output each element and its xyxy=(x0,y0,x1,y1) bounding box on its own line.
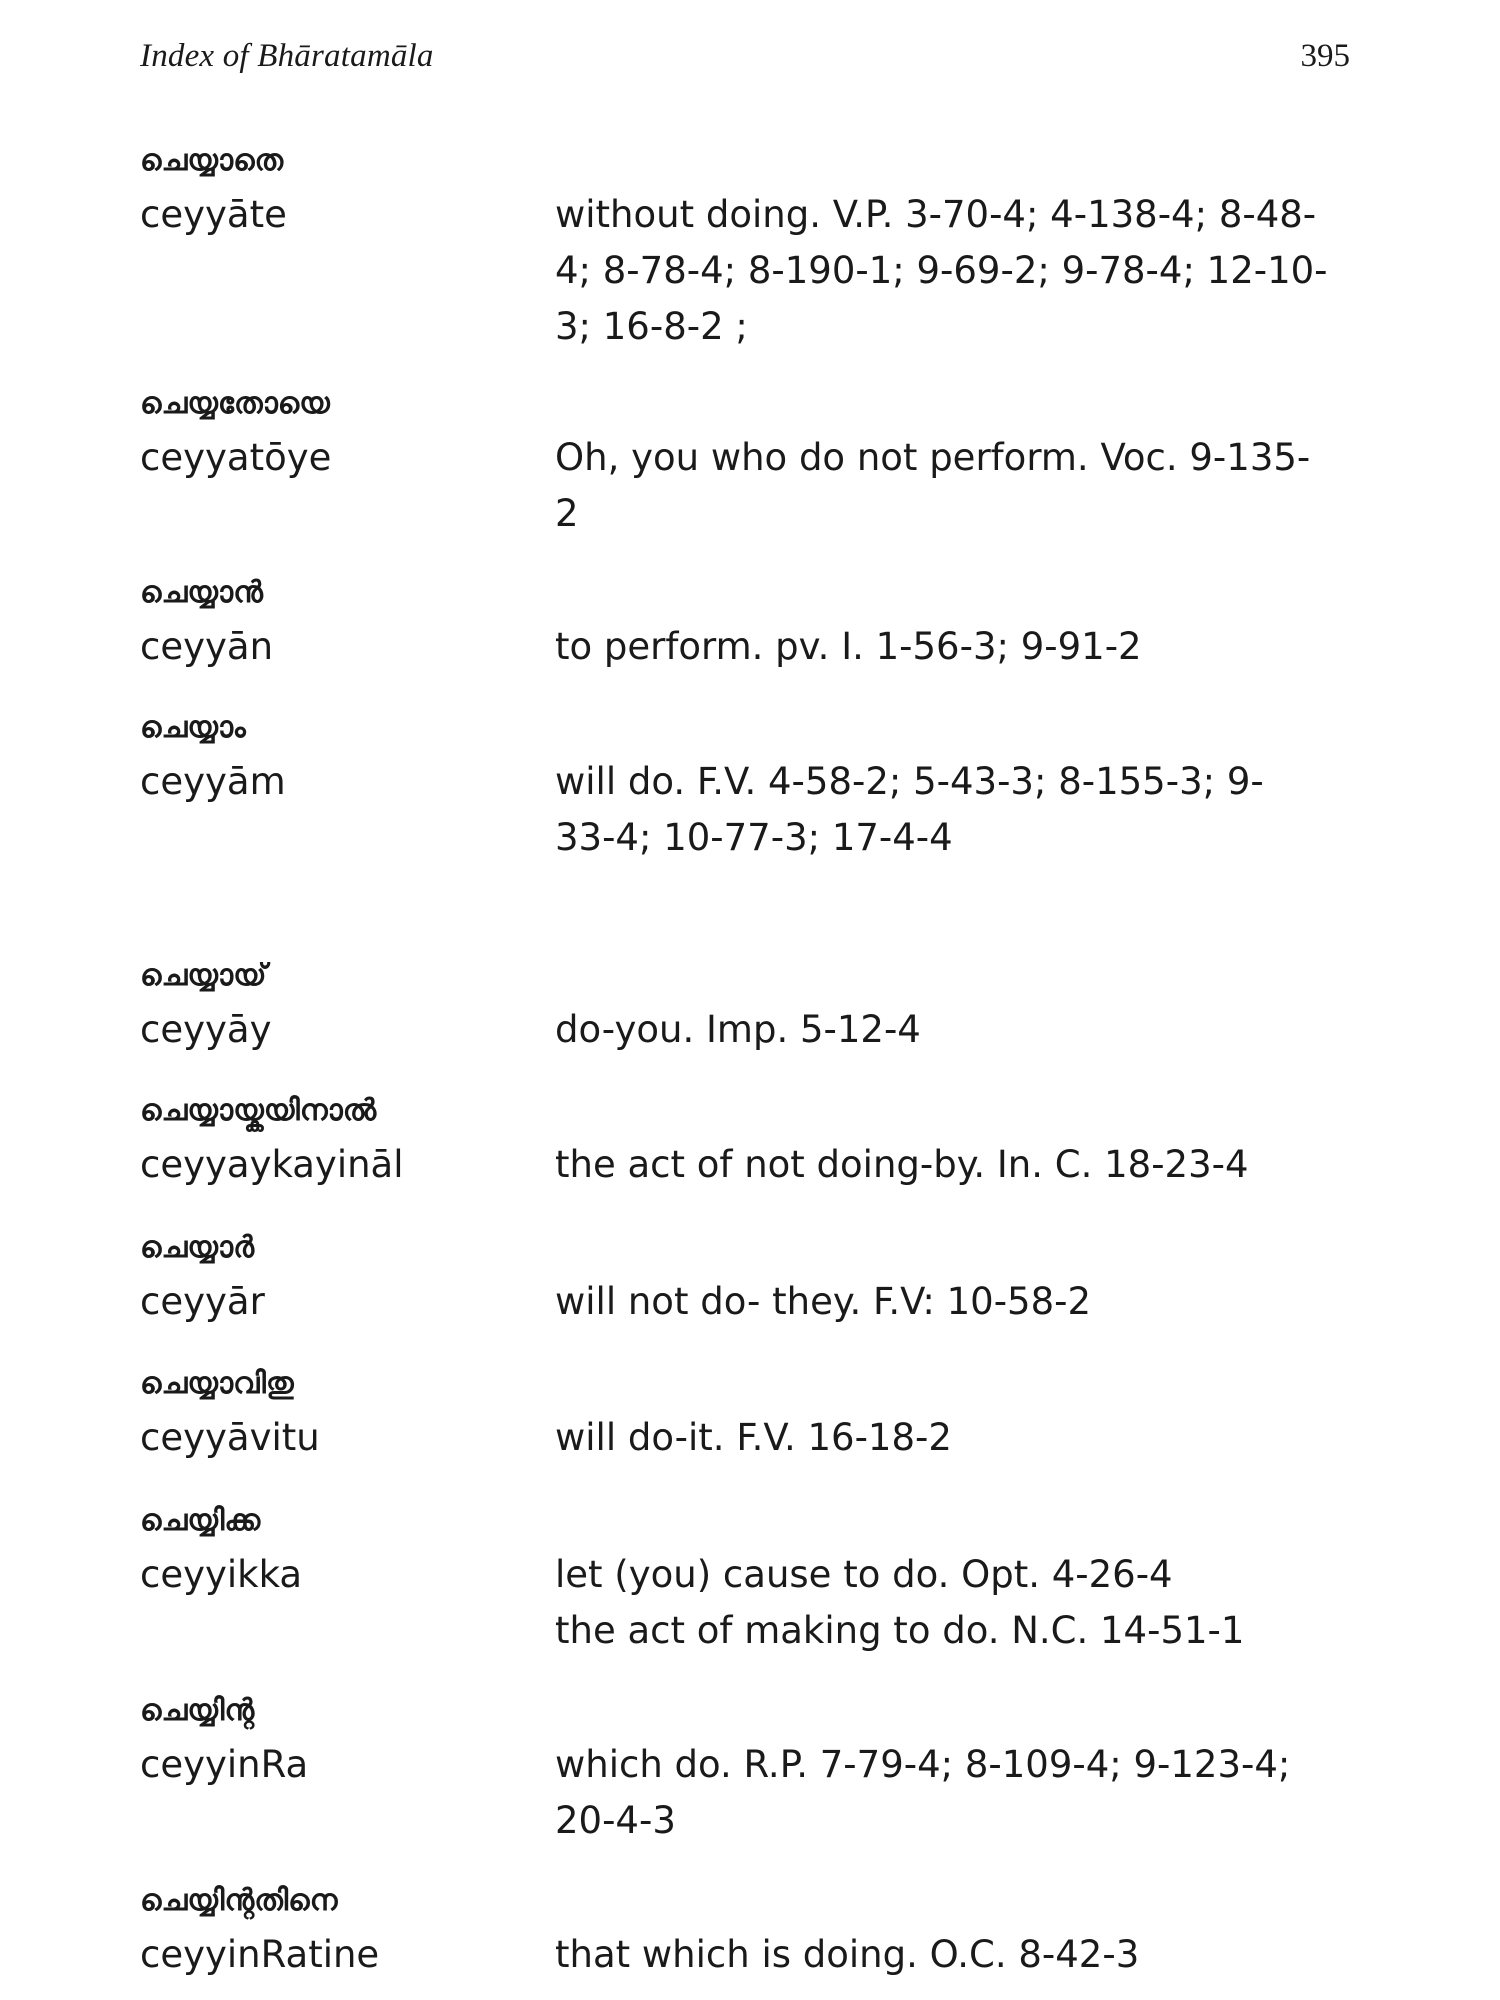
index-entry xyxy=(140,1222,1370,1330)
transliteration: ceyyān xyxy=(140,625,274,668)
malayalam-headword: ചെയ്യിക്ക xyxy=(140,1503,261,1538)
transliteration: ceyyinRatine xyxy=(140,1933,380,1976)
definition-line: the act of making to do. N.C. 14-51-1 xyxy=(555,1609,1245,1652)
index-entry xyxy=(140,1685,1370,1849)
transliteration: ceyyāte xyxy=(140,193,287,236)
definition-line: will not do- they. F.V: 10-58-2 xyxy=(555,1280,1092,1323)
index-entry xyxy=(140,1495,1370,1659)
index-entry xyxy=(140,1358,1370,1466)
definition-line: will do-it. F.V. 16-18-2 xyxy=(555,1416,952,1459)
index-entry xyxy=(140,378,1370,542)
index-entry xyxy=(140,135,1370,355)
definition-line: Oh, you who do not perform. Voc. 9-135- xyxy=(555,436,1311,479)
definition xyxy=(555,1002,1370,1058)
definition xyxy=(555,1137,1370,1193)
index-entry xyxy=(140,1875,1370,1983)
transliteration: ceyyatōye xyxy=(140,436,332,479)
index-entry xyxy=(140,702,1370,866)
definition xyxy=(555,1737,1370,1849)
definition-line: without doing. V.P. 3-70-4; 4-138-4; 8-48- xyxy=(555,193,1317,236)
definition xyxy=(555,1547,1370,1659)
page-number: 395 xyxy=(1300,38,1350,74)
definition-line: 33-4; 10-77-3; 17-4-4 xyxy=(555,816,953,859)
malayalam-headword: ചെയ്യാവിതു xyxy=(140,1366,294,1401)
definition-line: let (you) cause to do. Opt. 4-26-4 xyxy=(555,1553,1173,1596)
malayalam-headword: ചെയ്യാം xyxy=(140,710,246,745)
definition-line: 20-4-3 xyxy=(555,1799,676,1842)
definition-line: 2 xyxy=(555,492,579,535)
definition-line: do-you. Imp. 5-12-4 xyxy=(555,1008,921,1051)
definition-line: to perform. pv. I. 1-56-3; 9-91-2 xyxy=(555,625,1142,668)
definition xyxy=(555,430,1370,542)
definition xyxy=(555,754,1370,866)
transliteration: ceyyāvitu xyxy=(140,1416,320,1459)
definition xyxy=(555,1410,1370,1466)
malayalam-headword: ചെയ്യിന്റതിനെ xyxy=(140,1883,338,1918)
definition xyxy=(555,619,1370,675)
transliteration: ceyyikka xyxy=(140,1553,303,1596)
transliteration: ceyyaykayināl xyxy=(140,1143,404,1186)
definition-line: the act of not doing-by. In. C. 18-23-4 xyxy=(555,1143,1249,1186)
definition xyxy=(555,1927,1370,1983)
index-entry xyxy=(140,950,1370,1058)
transliteration: ceyyām xyxy=(140,760,286,803)
definition-line: 3; 16-8-2 ; xyxy=(555,305,748,348)
malayalam-headword: ചെയ്യായ് xyxy=(140,958,267,993)
malayalam-headword: ചെയ്യിന്റ xyxy=(140,1693,255,1728)
definition xyxy=(555,1274,1370,1330)
running-title: Index of Bhāratamāla xyxy=(140,38,434,74)
definition xyxy=(555,187,1370,355)
malayalam-headword: ചെയ്യതോയെ xyxy=(140,386,330,421)
transliteration: ceyyāy xyxy=(140,1008,272,1051)
definition-line: which do. R.P. 7-79-4; 8-109-4; 9-123-4; xyxy=(555,1743,1291,1786)
definition-line: that which is doing. O.C. 8-42-3 xyxy=(555,1933,1140,1976)
definition-line: will do. F.V. 4-58-2; 5-43-3; 8-155-3; 9- xyxy=(555,760,1264,803)
index-entry xyxy=(140,567,1370,675)
malayalam-headword: ചെയ്യാതെ xyxy=(140,143,284,178)
malayalam-headword: ചെയ്യാർ xyxy=(140,1230,255,1265)
transliteration: ceyyār xyxy=(140,1280,265,1323)
transliteration: ceyyinRa xyxy=(140,1743,309,1786)
malayalam-headword: ചെയ്യായ്കയിനാൽ xyxy=(140,1093,377,1128)
index-entry xyxy=(140,1085,1370,1193)
definition-line: 4; 8-78-4; 8-190-1; 9-69-2; 9-78-4; 12-10- xyxy=(555,249,1328,292)
malayalam-headword: ചെയ്യാൻ xyxy=(140,575,263,610)
